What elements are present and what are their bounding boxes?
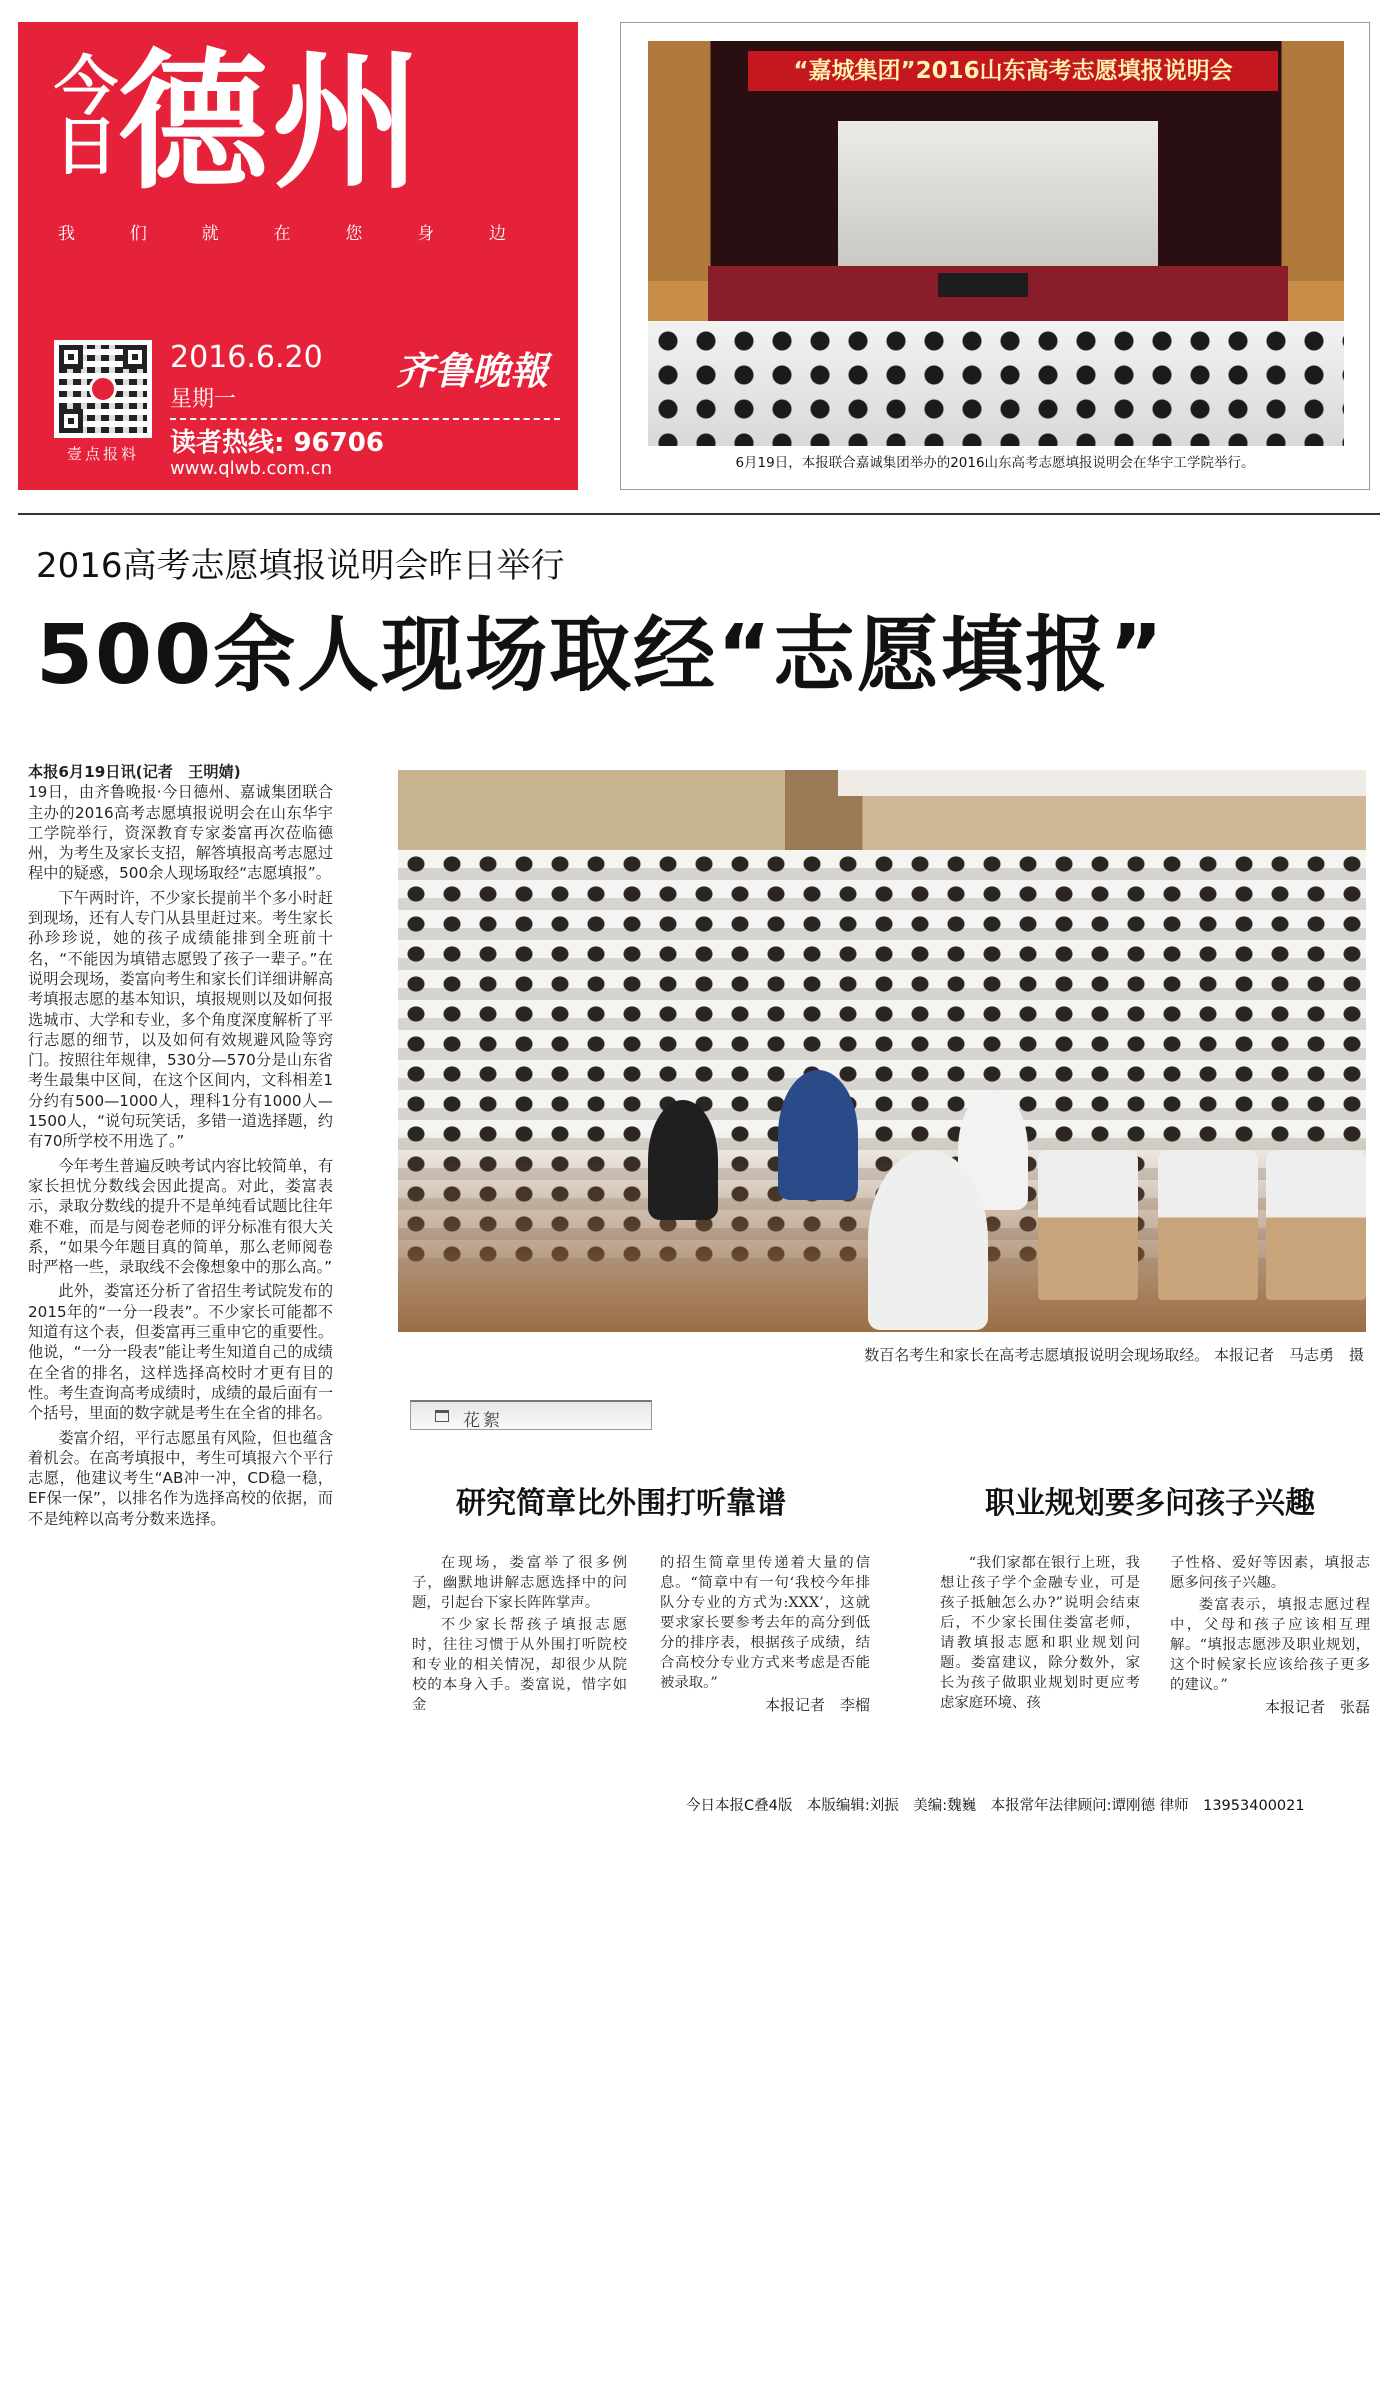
logo [43,36,427,210]
stage-banner: “嘉城集团”2016山东高考志愿填报说明会 [748,51,1278,91]
article-paragraph: 此外，娄富还分析了省招生考试院发布的2015年的“一分一段表”。不少家长可能都不知道有这个表，但娄富再三重申它的重要性。他说，“一分一段表”能让考生知道自己的成绩在全省的排名，这样选择高校时才更有目的性。考生查询高考成绩时，成绩的最后面有一个括号，里面的数字就是考生在全省的排名。 [28,1282,333,1423]
audience-photo-caption: 数百名考生和家长在高考志愿填报说明会现场取经。 本报记者 马志勇 摄 [864,1346,1364,1364]
masthead [18,22,578,490]
story2-paragraph: “我们家都在银行上班，我想让孩子学个金融专业，可是孩子抵触怎么办?”说明会结束后，不少家长围住娄富老师，请教填报志愿和职业规划问题。娄富建议，除分数外，家长为孩子做职业规划时更应考虑家庭环境、孩 [940,1555,1140,1711]
story1-paragraph: 在现场，娄富举了很多例子，幽默地讲解志愿选择中的问题，引起台下家长阵阵掌声。 [412,1555,627,1611]
story2-paragraph: 子性格、爱好等因素，填报志愿多问孩子兴趣。 [1170,1555,1370,1591]
auditorium-stage-photo [648,41,1344,446]
section-tab-huaxu [410,1400,652,1430]
story2-paragraph: 娄富表示，填报志愿过程中，父母和孩子应该相互理解。“填报志愿涉及职业规划，这个时候家长应该给孩子更多的建议。” [1170,1597,1370,1693]
slogan-char: 就 [201,224,221,244]
top-photo-frame [620,22,1370,490]
story1-title: 研究简章比外围打听靠谱 [456,1486,786,1521]
slogan [58,219,508,244]
slogan-char: 身 [417,224,437,244]
article-paragraph-text: 19日，由齐鲁晚报·今日德州、嘉诚集团联合主办的2016高考志愿填报说明会在山东华宇工学院举行，资深教育专家娄富再次莅临德州，为考生及家长支招，解答填报高考志愿过程中的疑惑，500余人现场取经“志愿填报”。 [28,783,333,883]
qr-label: 壹点报料 [66,445,139,463]
story1-paragraph: 的招生简章里传递着大量的信息。“简章中有一句‘我校今年排队分专业的方式为:XXX’，这就要求家长要参考去年的高分到低分的排序表，根据孩子成绩，结合高校分专业方式来考虑是否能被录取。” [660,1555,870,1691]
article-kicker: 2016高考志愿填报说明会昨日举行 [36,546,565,586]
story1-column-1 [412,1553,627,1717]
article-paragraph: 下午两时许，不少家长提前半个多小时赶到现场，还有人专门从县里赶过来。考生家长孙珍珍说，她的孩子成绩能排到全班前十名，“不能因为填错志愿毁了孩子一辈子。”在说明会现场，娄富向考生和家长们详细讲解高考填报志愿的基本知识，填报规则以及如何报选城市、大学和专业，多个角度深度解析了平行志愿的细节，以及如何有效规避风险等窍门。按照往年规律，530分—570分是山东省考生最集中区间，在这个区间内，文科相差1分约有500—1000人，理科1分有1000人—1500人，“说句玩笑话，多错一道选择题，约有70所学校不用选了。” [28,888,333,1151]
story1-column-2 [660,1553,870,1715]
issue-weekday: 星期一 [170,387,237,412]
section-divider [18,513,1380,515]
audience-photo [398,770,1366,1332]
story1-byline: 本报记者 李榴 [764,1696,870,1714]
website-link[interactable]: www.qlwb.com.cn [170,458,332,479]
story2-column-2 [1170,1553,1370,1717]
section-tab-label: 花絮 [463,1411,503,1431]
story2-title: 职业规划要多问孩子兴趣 [985,1486,1315,1521]
article-dateline: 本报6月19日讯(记者 王明婧) [28,763,241,781]
box-icon [435,1410,449,1422]
article-headline: 500余人现场取经“志愿填报” [36,608,1165,703]
masthead-divider [170,418,560,420]
story2-column-1 [940,1553,1140,1715]
logo-dezhou: 德州 [118,36,427,210]
page-footer: 今日本报C叠4版 本版编辑:刘振 美编:魏巍 本报常年法律顾问:谭刚德 律师 13953400021 [686,1798,1305,1814]
main-article-body [28,762,333,1533]
story2-byline: 本报记者 张磊 [1264,1698,1370,1716]
slogan-char: 我 [58,224,77,244]
story1-paragraph: 不少家长帮孩子填报志愿时，往往习惯于从外围打听院校和专业的相关情况，却很少从院校的本身入手。娄富说，惜字如金 [412,1617,627,1713]
reader-hotline: 读者热线: 96706 [170,428,384,458]
issue-date: 2016.6.20 [170,340,323,375]
slogan-char: 边 [488,224,508,244]
logo-jin: 今日 [43,52,117,172]
slogan-char: 在 [273,224,293,244]
article-paragraph: 娄富介绍，平行志愿虽有风险，但也蕴含着机会。在高考填报中，考生可填报六个平行志愿，他建议考生“AB冲一冲，CD稳一稳，EF保一保”，以排名作为选择高校的依据，而不是纯粹以高考分数来选择。 [28,1428,333,1528]
paper-brand: 齐鲁晚報 [396,348,549,393]
top-photo-caption: 6月19日，本报联合嘉诚集团举办的2016山东高考志愿填报说明会在华宇工学院举行。 [735,455,1255,471]
article-paragraph [28,762,333,884]
article-paragraph: 今年考生普遍反映考试内容比较简单，有家长担忧分数线会因此提高。对此，娄富表示，录取分数线的提升不是单纯看试题比往年难不难，而是与阅卷老师的评分标准有很大关系，“如果今年题目真的简单，那么老师阅卷时严格一些，录取线不会像想象中的那么高。” [28,1156,333,1277]
qr-code-icon[interactable] [54,340,152,438]
slogan-char: 您 [345,224,365,244]
slogan-char: 们 [129,224,149,244]
